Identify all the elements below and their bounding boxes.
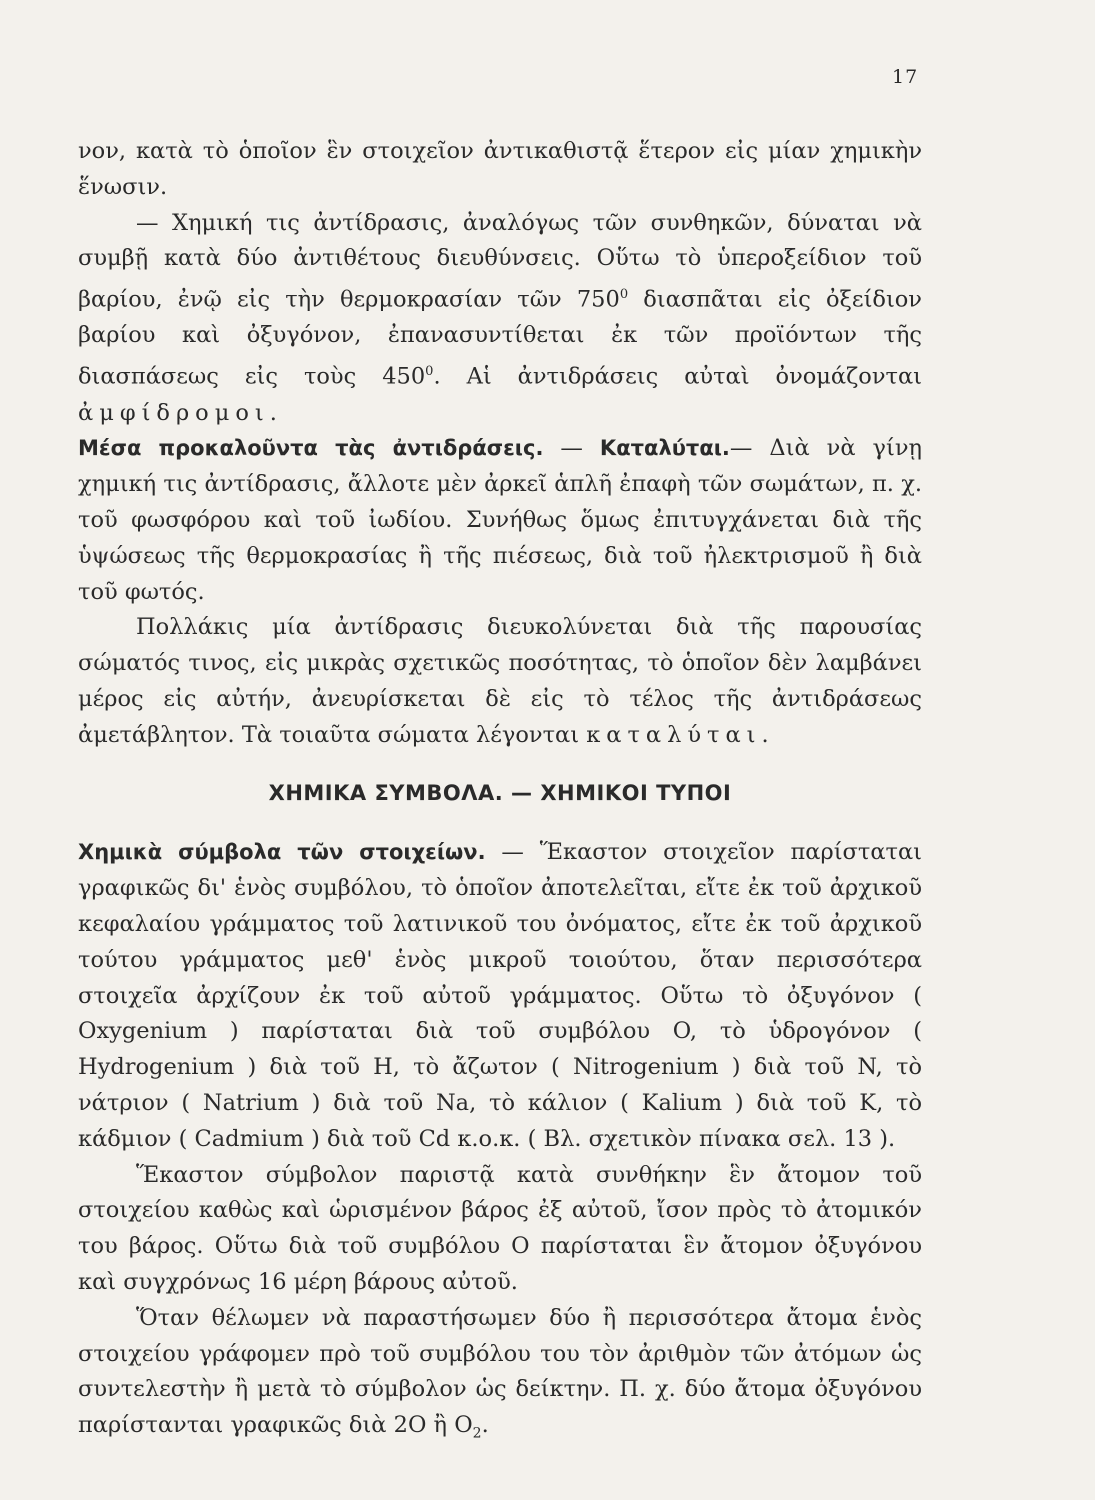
page-number: 17 — [892, 66, 919, 88]
term-amfidromoi: ἀμφίδρομοι. — [78, 399, 283, 426]
page-body — [78, 134, 922, 1452]
paragraph-2: — Χημική τις ἀντίδρασις, ἀναλόγως τῶν συνθηκῶν, δύναται νὰ συμβῇ κατὰ δύο ἀντιθέτους διευθύνσεις. Οὕτω τὸ ὑπεροξείδιον τοῦ βαρίου, ἐνῷ εἰς τὴν θερμοκρασίαν τῶν $750^0$ διασπᾶται εἰς ὀξείδιον βαρίου καὶ ὀξυγόνον, ἐπανασυντίθεται ἐκ τῶν προϊόντων τῆς διασπάσεως εἰς τοὺς $450^0$. Αἱ ἀντιδράσεις αὐταὶ ὀνομάζονται ἀμφίδρομοι. — [78, 209, 922, 426]
paragraph-3: Μέσα προκαλοῦντα τὰς ἀντιδράσεις. — Καταλύται.— Διὰ νὰ γίνῃ χημική τις ἀντίδρασις, ἄλλοτε μὲν ἀρκεῖ ἁπλῆ ἐπαφὴ τῶν σωμάτων, π. χ. τοῦ φωσφόρου καὶ τοῦ ἰωδίου. Συνήθως ὅμως ἐπιτυγχάνεται διὰ τῆς ὑψώσεως τῆς θερμοκρασίας ἢ τῆς πιέσεως, διὰ τοῦ ἠλεκτρισμοῦ ἢ διὰ τοῦ φωτός. — [78, 435, 922, 605]
paragraph-1: νον, κατὰ τὸ ὁποῖον ἓν στοιχεῖον ἀντικαθιστᾷ ἕτερον εἰς μίαν χημικὴν ἕνωσιν. — [78, 138, 922, 200]
paragraph-4: Πολλάκις μία ἀντίδρασις διευκολύνεται διὰ τῆς παρουσίας σώματός τινος, εἰς μικρὰς σχετικῶς ποσότητας, τὸ ὁποῖον δὲν λαμβάνει μέρος εἰς αὐτήν, ἀνευρίσκεται δὲ εἰς τὸ τέλος τῆς ἀντιδράσεως ἀμετάβλητον. Τὰ τοιαῦτα σώματα λέγονται καταλύται. — [78, 614, 922, 748]
paragraph-6: Ἕκαστον σύμβολον παριστᾷ κατὰ συνθήκην ἓν ἄτομον τοῦ στοιχείου καθὼς καὶ ὡρισμένον βάρος ἐξ αὐτοῦ, ἴσον πρὸς τὸ ἀτομικόν του βάρος. Οὕτω διὰ τοῦ συμβόλου O παρίσταται ἓν ἄτομον ὀξυγόνου καὶ συγχρόνως 16 μέρη βάρους αὐτοῦ. — [78, 1161, 922, 1295]
paragraph-7: Ὅταν θέλωμεν νὰ παραστήσωμεν δύο ἢ περισσότερα ἄτομα ἑνὸς στοιχείου γράφομεν πρὸ τοῦ συμβόλου του τὸν ἀριθμὸν τῶν ἀτόμων ὡς συντελεστὴν ἢ μετὰ τὸ σύμβολον ὡς δείκτην. Π. χ. δύο ἄτομα ὀξυγόνου παρίστανται γραφικῶς διὰ 2O ἢ $O_2$. — [78, 1304, 922, 1442]
subheading-symbols: Χημικὰ σύμβολα τῶν στοιχείων. — [78, 840, 486, 865]
subheading-catalysts: Καταλύται. — [599, 436, 730, 461]
subheading-means: Μέσα προκαλοῦντα τὰς ἀντιδράσεις. — [78, 436, 544, 461]
paragraph-5: Χημικὰ σύμβολα τῶν στοιχείων. — Ἕκαστον στοιχεῖον παρίσταται γραφικῶς δι' ἑνὸς συμβόλου, τὸ ὁποῖον ἀποτελεῖται, εἴτε ἐκ τοῦ ἀρχικοῦ κεφαλαίου γράμματος τοῦ λατινικοῦ του ὀνόματος, εἴτε ἐκ τοῦ ἀρχικοῦ τούτου γράμματος μεθ' ἑνὸς μικροῦ τοιούτου, ὅταν περισσότερα στοιχεῖα ἀρχίζουν ἐκ τοῦ αὐτοῦ γράμματος. Οὕτω τὸ ὀξυγόνον ( Oxygenium ) παρίσταται διὰ τοῦ συμβόλου O, τὸ ὑδρογόνον ( Hydrogenium ) διὰ τοῦ H, τὸ ἄζωτον ( Nitrogenium ) διὰ τοῦ N, τὸ νάτριον ( Natrium ) διὰ τοῦ Na, τὸ κάλιον ( Kalium ) διὰ τοῦ K, τὸ κάδμιον ( Cadmium ) διὰ τοῦ Cd κ.ο.κ. ( Βλ. σχετικὸν πίνακα σελ. 13 ). — [78, 839, 922, 1152]
section-heading: ΧΗΜΙΚΑ ΣΥΜΒΟΛΑ. — ΧΗΜΙΚΟΙ ΤΥΠΟΙ — [268, 780, 732, 805]
term-katalytai: καταλύται. — [586, 721, 775, 748]
